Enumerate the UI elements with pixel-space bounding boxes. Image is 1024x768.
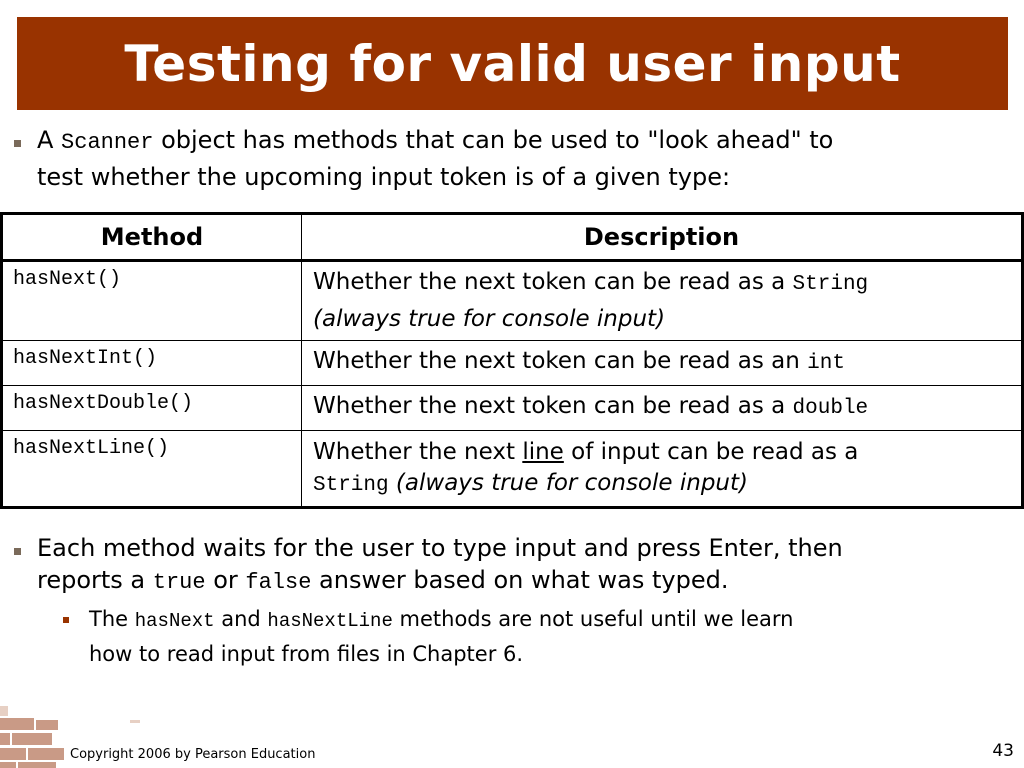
sub-prefix: The (89, 607, 135, 631)
description-text-b: of input can be read as a (563, 439, 859, 465)
behavior-suffix: answer based on what was typed. (311, 566, 729, 594)
bullet-marker (14, 548, 21, 555)
table-row (2, 386, 1023, 431)
table-row (2, 431, 1023, 508)
method-cell: hasNextLine() (2, 431, 302, 508)
description-underline: line (522, 439, 564, 465)
description-code: String (792, 273, 869, 296)
description-text: Whether the next token can be read as an (313, 348, 808, 374)
intro-code-scanner: Scanner (61, 130, 154, 155)
sub-bullet-paragraph (89, 603, 1009, 671)
table-row (2, 261, 1023, 341)
intro-paragraph (37, 123, 1007, 195)
description-code: int (807, 352, 845, 375)
description-text: Whether the next token can be read as a (313, 393, 793, 419)
copyright-notice: Copyright 2006 by Pearson Education (70, 747, 316, 762)
method-behavior-paragraph (37, 532, 1012, 599)
title-bar (17, 17, 1008, 110)
description-code: double (792, 397, 869, 420)
sub-line2: how to read input from files in Chapter 6. (89, 642, 524, 666)
behavior-line1: Each method waits for the user to type input and press Enter, then (37, 534, 843, 562)
sub-bullet-marker (63, 617, 69, 623)
code-false: false (245, 570, 312, 595)
description-cell (302, 341, 1023, 386)
methods-table (0, 212, 1024, 509)
description-code: String (313, 474, 389, 497)
behavior-or: or (205, 566, 246, 594)
page-number: 43 (992, 741, 1014, 761)
table-header-method: Method (2, 214, 302, 261)
bullet-marker (14, 140, 21, 147)
sub-and: and (214, 607, 268, 631)
method-cell: hasNext() (2, 261, 302, 341)
description-note: (always true for console input) (313, 306, 666, 332)
code-hasnextline: hasNextLine (267, 610, 393, 632)
code-hasnext: hasNext (134, 610, 215, 632)
table-header-description: Description (302, 214, 1023, 261)
description-text: Whether the next token can be read as a (313, 269, 793, 295)
behavior-prefix: reports a (37, 566, 153, 594)
slide-title: Testing for valid user input (124, 34, 901, 93)
intro-prefix: A (37, 126, 62, 154)
method-cell: hasNextDouble() (2, 386, 302, 431)
description-text: Whether the next (313, 439, 523, 465)
sub-suffix: methods are not useful until we learn (392, 607, 794, 631)
description-cell (302, 386, 1023, 431)
method-cell: hasNextInt() (2, 341, 302, 386)
description-cell (302, 431, 1023, 508)
intro-line2: test whether the upcoming input token is of a given type: (37, 163, 731, 191)
table-row (2, 341, 1023, 386)
description-note: (always true for console input) (388, 470, 748, 496)
code-true: true (152, 570, 206, 595)
intro-line1-rest: object has methods that can be used to "look ahead" to (153, 126, 834, 154)
description-cell (302, 261, 1023, 341)
